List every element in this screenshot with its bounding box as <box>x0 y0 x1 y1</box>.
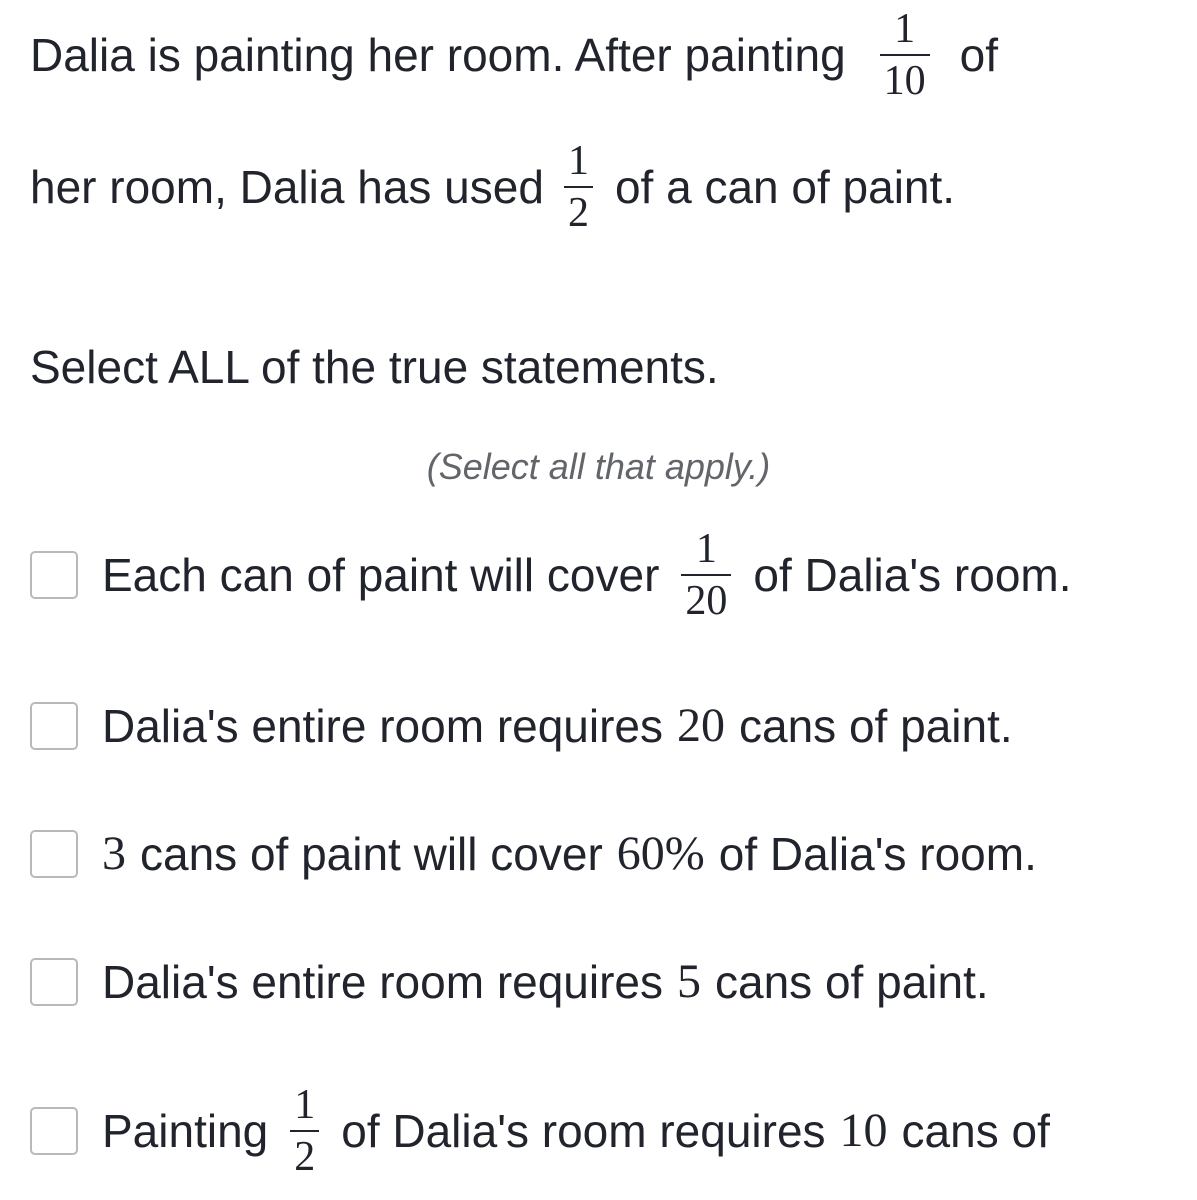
fraction-one-half: $\frac{1}{2}$ <box>564 140 593 234</box>
problem-text: of <box>959 29 999 81</box>
math-number: 20 <box>677 699 726 752</box>
option-3-checkbox[interactable] <box>30 830 78 878</box>
math-percent: 60% <box>616 827 705 880</box>
option-text: of Dalia's room requires <box>341 1105 826 1157</box>
option-text: of Dalia's room. <box>753 549 1072 601</box>
option-text: cans of <box>901 1105 1050 1157</box>
answer-option-4[interactable] <box>30 955 989 1008</box>
option-text: cans of paint will cover <box>140 828 603 880</box>
answer-option-2[interactable] <box>30 699 1013 752</box>
option-text: Each can of paint will cover <box>102 549 660 601</box>
option-2-checkbox[interactable] <box>30 702 78 750</box>
prompt-text: Select ALL of the true statements. <box>30 341 719 393</box>
option-text: of Dalia's room. <box>718 828 1037 880</box>
select-all-hint: (Select all that apply.) <box>426 446 771 487</box>
option-text: cans of paint. <box>739 700 1013 752</box>
option-text: Dalia's entire room requires <box>102 700 664 752</box>
math-number: 5 <box>677 955 702 1008</box>
problem-text: of a can of paint. <box>614 161 956 213</box>
option-text: cans of paint. <box>715 956 989 1008</box>
fraction-one-half: $\frac{1}{2}$ <box>290 1084 319 1178</box>
answer-option-3[interactable] <box>30 827 1037 880</box>
question-prompt <box>30 341 719 393</box>
fraction-one-tenth: $\frac{1}{10}$ <box>880 8 930 102</box>
problem-text: her room, Dalia has used <box>30 161 544 213</box>
problem-line-1 <box>30 8 998 102</box>
problem-text: Dalia is painting her room. After painting <box>30 29 846 81</box>
problem-line-2 <box>30 140 955 234</box>
answer-option-1[interactable] <box>30 528 1072 622</box>
fraction-one-twentieth: $\frac{1}{20}$ <box>681 528 731 622</box>
option-text: Painting <box>102 1105 269 1157</box>
option-4-checkbox[interactable] <box>30 958 78 1006</box>
option-text: Dalia's entire room requires <box>102 956 664 1008</box>
option-5-checkbox[interactable] <box>30 1107 78 1155</box>
option-1-checkbox[interactable] <box>30 551 78 599</box>
math-number: 10 <box>839 1104 888 1157</box>
answer-option-5[interactable] <box>30 1084 1050 1178</box>
math-number: 3 <box>102 827 126 880</box>
